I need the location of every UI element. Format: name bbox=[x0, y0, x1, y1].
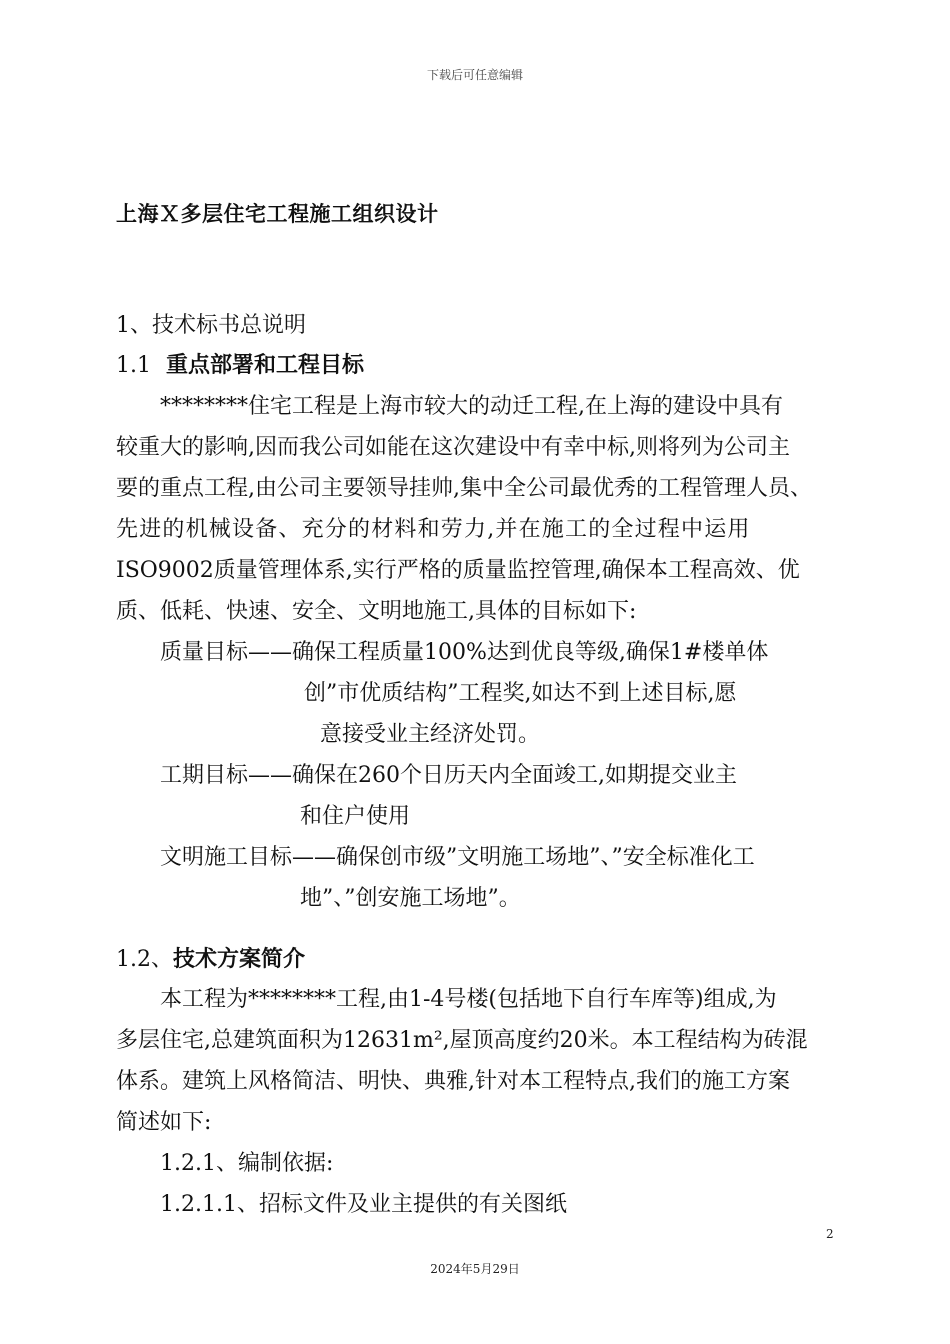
paragraph-line: 多层住宅,总建筑面积为12631m²,屋顶高度约20米。本工程结构为砖混 bbox=[116, 1028, 808, 1053]
header-note: 下载后可任意编辑 bbox=[426, 68, 523, 82]
civilized-goal-line: 地”、”创安施工场地”。 bbox=[300, 886, 521, 911]
section-1-2-heading bbox=[116, 940, 305, 980]
paragraph-line: 先进的机械设备、充分的材料和劳力,并在施工的全过程中运用 bbox=[116, 517, 751, 542]
section-1-1-number: 1.1 bbox=[116, 353, 151, 378]
paragraph-line: 本工程为********工程,由1-4号楼(包括地下自行车库等)组成,为 bbox=[160, 987, 777, 1012]
section-1-2-title: 技术方案简介 bbox=[173, 947, 306, 972]
section-1-1-heading bbox=[116, 346, 364, 386]
page-number: 2 bbox=[826, 1227, 834, 1241]
quality-goal-line: 意接受业主经济处罚。 bbox=[320, 722, 541, 747]
quality-goal-line: 创”市优质结构”工程奖,如达不到上述目标,愿 bbox=[304, 681, 737, 706]
section-1-2-number: 1.2、 bbox=[116, 947, 173, 972]
paragraph-line: 要的重点工程,由公司主要领导挂帅,集中全公司最优秀的工程管理人员、 bbox=[116, 476, 812, 501]
quality-goal-line: 质量目标——确保工程质量100%达到优良等级,确保1#楼单体 bbox=[160, 640, 769, 665]
footer-date: 2024年5月29日 bbox=[430, 1262, 520, 1276]
paragraph-line: 较重大的影响,因而我公司如能在这次建设中有幸中标,则将列为公司主 bbox=[116, 435, 790, 460]
civilized-goal-line: 文明施工目标——确保创市级”文明施工场地”、”安全标准化工 bbox=[160, 845, 755, 870]
document-title: 上海Ｘ多层住宅工程施工组织设计 bbox=[116, 202, 439, 226]
paragraph-line: 简述如下: bbox=[116, 1110, 212, 1135]
paragraph-line: 体系。建筑上风格简洁、明快、典雅,针对本工程特点,我们的施工方案 bbox=[116, 1069, 790, 1094]
schedule-goal-line: 工期目标——确保在260个日历天内全面竣工,如期提交业主 bbox=[160, 763, 737, 788]
subsection-heading: 1.2.1、编制依据: bbox=[160, 1151, 334, 1176]
section-1-heading: 1、技术标书总说明 bbox=[116, 313, 306, 338]
section-1-1-title: 重点部署和工程目标 bbox=[166, 353, 365, 378]
schedule-goal-line: 和住户使用 bbox=[300, 804, 411, 829]
subsection-heading: 1.2.1.1、招标文件及业主提供的有关图纸 bbox=[160, 1192, 567, 1217]
paragraph-line: 质、低耗、快速、安全、文明地施工,具体的目标如下: bbox=[116, 599, 637, 624]
paragraph-line: ISO9002质量管理体系,实行严格的质量监控管理,确保本工程高效、优 bbox=[116, 558, 800, 583]
paragraph-line: ********住宅工程是上海市较大的动迁工程,在上海的建设中具有 bbox=[160, 394, 783, 419]
